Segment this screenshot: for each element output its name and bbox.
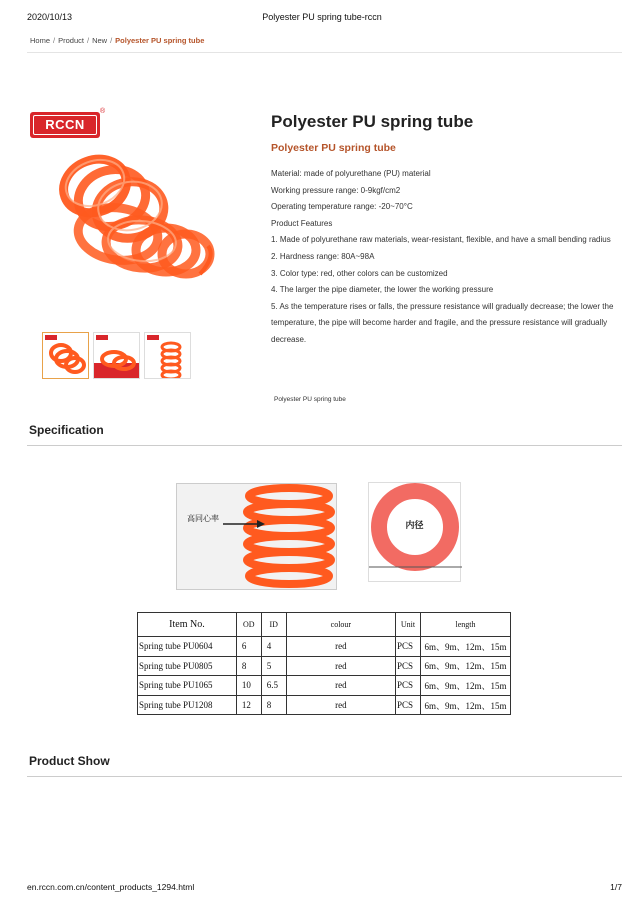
print-date: 2020/10/13 xyxy=(27,12,73,22)
section-title-specification: Specification xyxy=(29,423,104,437)
cell-item: Spring tube PU1065 xyxy=(138,676,237,696)
header-length: length xyxy=(421,613,511,637)
spring-coil-icon xyxy=(177,484,337,590)
cell-unit: PCS xyxy=(396,637,421,657)
section-divider xyxy=(27,445,622,446)
desc-line-pressure: Working pressure range: 0-9kgf/cm2 xyxy=(271,185,401,195)
concentricity-label: 高同心率 xyxy=(187,514,219,523)
thumb-logo-icon xyxy=(96,335,108,340)
product-title: Polyester PU spring tube xyxy=(271,112,474,131)
thumbnail-3[interactable] xyxy=(144,332,191,379)
cell-id: 4 xyxy=(261,637,286,657)
cell-item: Spring tube PU0604 xyxy=(138,637,237,657)
cell-length: 6m、9m、12m、15m xyxy=(421,637,511,657)
header-item-no: Item No. xyxy=(138,613,237,637)
print-title: Polyester PU spring tube-rccn xyxy=(262,12,382,22)
breadcrumb-current: Polyester PU spring tube xyxy=(115,36,205,45)
cell-colour: red xyxy=(286,676,395,696)
cell-colour: red xyxy=(286,695,395,715)
specification-table xyxy=(137,612,511,715)
top-divider xyxy=(27,52,622,53)
footer-url: en.rccn.com.cn/content_products_1294.html xyxy=(27,882,195,892)
cell-od: 8 xyxy=(236,656,261,676)
cell-unit: PCS xyxy=(396,676,421,696)
cell-unit: PCS xyxy=(396,695,421,715)
cell-od: 10 xyxy=(236,676,261,696)
desc-line-feature-2: 2. Hardness range: 80A~98A xyxy=(271,251,375,261)
section-title-product-show: Product Show xyxy=(29,754,110,768)
thumb-logo-icon xyxy=(45,335,57,340)
table-row xyxy=(138,695,511,715)
cell-od: 6 xyxy=(236,637,261,657)
cell-length: 6m、9m、12m、15m xyxy=(421,676,511,696)
print-header xyxy=(27,12,617,26)
breadcrumb-new[interactable]: New xyxy=(92,36,108,45)
tube-cross-section-icon xyxy=(369,483,462,583)
table-row xyxy=(138,656,511,676)
header-colour: colour xyxy=(286,613,395,637)
desc-line-feature-3: 3. Color type: red, other colors can be customized xyxy=(271,268,448,278)
cell-colour: red xyxy=(286,656,395,676)
table-row xyxy=(138,676,511,696)
table-row xyxy=(138,637,511,657)
rccn-logo xyxy=(30,112,100,138)
desc-line-features-heading: Product Features xyxy=(271,218,333,228)
thumbnail-2[interactable] xyxy=(93,332,140,379)
breadcrumb: Home / Product / New / Polyester PU spring tube xyxy=(30,36,205,45)
cell-colour: red xyxy=(286,637,395,657)
cell-length: 6m、9m、12m、15m xyxy=(421,695,511,715)
spec-image-inner-diameter xyxy=(368,482,461,582)
inner-diameter-label: 内径 xyxy=(405,521,424,531)
image-caption: Polyester PU spring tube xyxy=(274,396,346,403)
thumb-logo-icon xyxy=(147,335,159,340)
spec-image-concentricity xyxy=(176,483,337,590)
cell-unit: PCS xyxy=(396,656,421,676)
registered-mark: ® xyxy=(100,108,106,115)
logo-text: RCCN xyxy=(33,115,97,135)
product-main-image xyxy=(50,146,220,296)
cell-id: 8 xyxy=(261,695,286,715)
cell-id: 5 xyxy=(261,656,286,676)
desc-line-feature-1: 1. Made of polyurethane raw materials, wear-resistant, flexible, and have a small bending radius xyxy=(271,235,611,245)
footer-page-number: 1/7 xyxy=(610,882,622,892)
product-subtitle: Polyester PU spring tube xyxy=(271,142,396,154)
desc-line-material: Material: made of polyurethane (PU) material xyxy=(271,169,431,178)
header-od: OD xyxy=(236,613,261,637)
cell-length: 6m、9m、12m、15m xyxy=(421,656,511,676)
header-id: ID xyxy=(261,613,286,637)
cell-item: Spring tube PU0805 xyxy=(138,656,237,676)
product-description xyxy=(271,166,616,349)
cell-item: Spring tube PU1208 xyxy=(138,695,237,715)
desc-line-temperature: Operating temperature range: -20~70°C xyxy=(271,202,413,212)
table-header-row xyxy=(138,613,511,637)
section-divider xyxy=(27,776,622,777)
desc-line-feature-5: 5. As the temperature rises or falls, the pressure resistance will gradually decrease; the lower the temperature, the pipe will become harder and fragile, and the pressure resistance will gradually decrease. xyxy=(271,301,614,344)
header-unit: Unit xyxy=(396,613,421,637)
thumbnail-1[interactable] xyxy=(42,332,89,379)
breadcrumb-product[interactable]: Product xyxy=(58,36,84,45)
desc-line-feature-4: 4. The larger the pipe diameter, the lower the working pressure xyxy=(271,285,494,295)
thumbnail-strip xyxy=(42,332,191,379)
cell-od: 12 xyxy=(236,695,261,715)
breadcrumb-home[interactable]: Home xyxy=(30,36,51,45)
cell-id: 6.5 xyxy=(261,676,286,696)
